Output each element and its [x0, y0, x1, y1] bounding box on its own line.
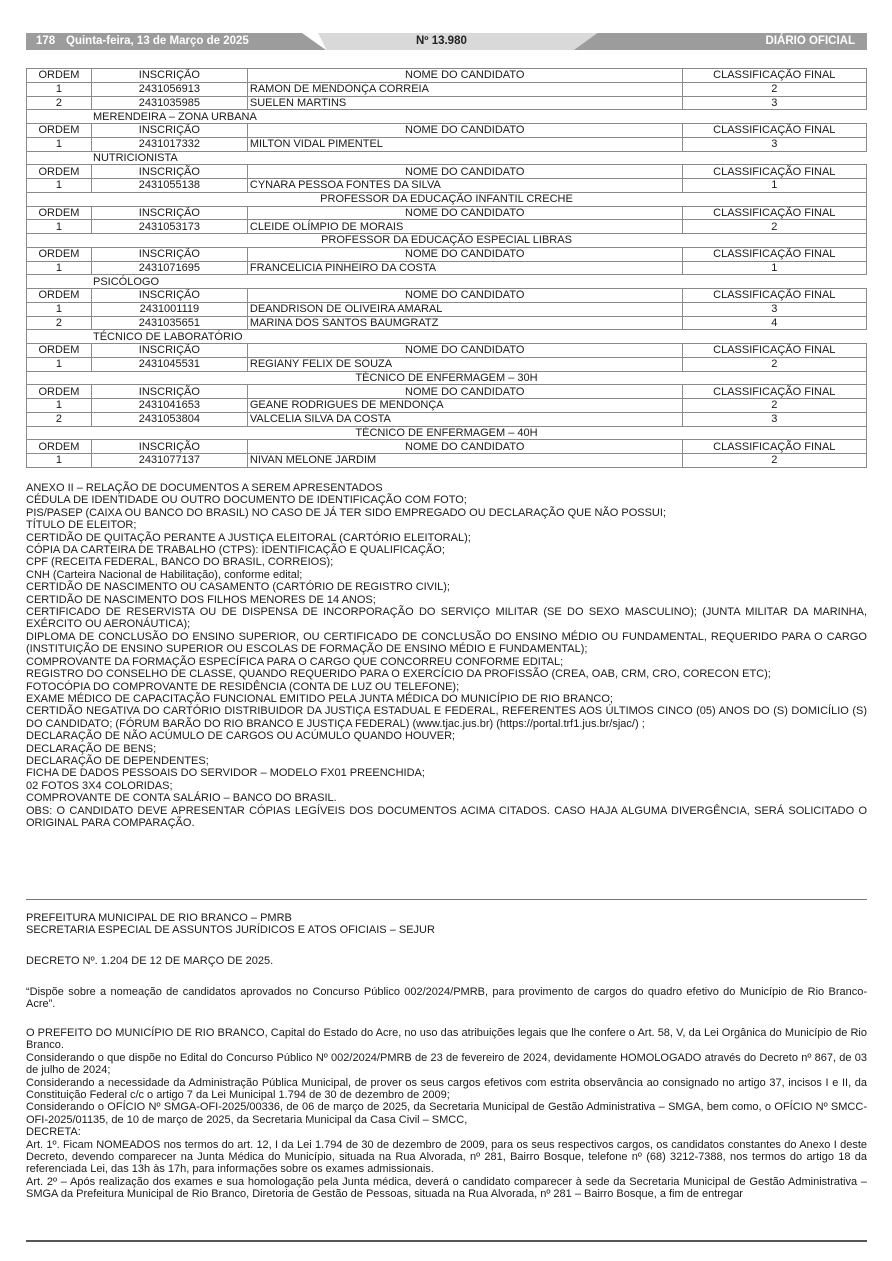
annex-item: COMPROVANTE DA FORMAÇÃO ESPECÍFICA PARA O CARGO QUE CONCORREU CONFORME EDITAL;	[26, 655, 564, 668]
annex-item: REGISTRO DO CONSELHO DE CLASSE, QUANDO REQUERIDO PARA O EXERCÍCIO DA PROFISSÃO (CREA, OAB, CRM, CRO, CORECON ETC);	[26, 668, 771, 681]
position-title: MERENDEIRA – ZONA URBANA	[27, 110, 867, 124]
column-header: NOME DO CANDIDATO	[247, 247, 682, 261]
section-divider	[26, 899, 867, 900]
annex-item: CERTIFICADO DE RESERVISTA OU DE DISPENSA DE INCORPORAÇÃO DO SERVIÇO MILITAR (SE DO SEXO MASCULINO); (JUNTA MILITAR DA MARINHA, EXÉRCITO OU AERONÁUTICA);	[26, 606, 867, 631]
column-header: NOME DO CANDIDATO	[247, 440, 682, 454]
column-header: NOME DO CANDIDATO	[247, 165, 682, 179]
decree-paragraph: Considerando a necessidade da Administração Pública Municipal, de prover os seus cargos efetivos com estrita observância ao consignado no artigo 37, incisos I e II, da Constituição Federal c/c o artigo 7 da Lei Municipal 1.794 de 30 de dezembro de 2009;	[26, 1076, 867, 1102]
position-section-row	[27, 234, 867, 248]
table-row	[27, 412, 867, 426]
position-section-row	[27, 110, 867, 124]
column-header: NOME DO CANDIDATO	[247, 385, 682, 399]
column-header: ORDEM	[27, 344, 92, 358]
order-cell: 1	[27, 82, 92, 96]
final-rank-cell: 1	[682, 261, 866, 275]
final-rank-cell: 2	[682, 82, 866, 96]
final-rank-cell: 3	[682, 96, 866, 110]
column-header: NOME DO CANDIDATO	[247, 344, 682, 358]
column-header: CLASSIFICAÇÃO FINAL	[682, 124, 866, 138]
decree-summary-block	[26, 986, 867, 1011]
candidate-name-cell: RAMON DE MENDONÇA CORREIA	[247, 82, 682, 96]
final-rank-cell: 3	[682, 137, 866, 151]
decree-body	[26, 1027, 867, 1201]
position-title: PROFESSOR DA EDUCAÇÃO INFANTIL CRECHE	[27, 192, 867, 206]
column-header: INSCRIÇÃO	[91, 440, 247, 454]
candidate-name-cell: GEANE RODRIGUES DE MENDONÇA	[247, 399, 682, 413]
registration-cell: 2431077137	[91, 454, 247, 468]
order-cell: 1	[27, 261, 92, 275]
annex-item: DECLARAÇÃO DE BENS;	[26, 742, 157, 755]
position-section-row	[27, 330, 867, 344]
candidate-name-cell: CYNARA PESSOA FONTES DA SILVA	[247, 179, 682, 193]
column-header: CLASSIFICAÇÃO FINAL	[682, 440, 866, 454]
position-title: NUTRICIONISTA	[27, 151, 867, 165]
classification-table-body	[27, 69, 867, 468]
table-header-row	[27, 165, 867, 179]
position-section-row	[27, 371, 867, 385]
registration-cell: 2431053173	[91, 220, 247, 234]
column-header: NOME DO CANDIDATO	[247, 69, 682, 83]
decree-paragraph: O PREFEITO DO MUNICÍPIO DE RIO BRANCO, Capital do Estado do Acre, no uso das atribuições legais que lhe confere o Art. 58, V, da Lei Orgânica do Município de Rio Branco.	[26, 1027, 867, 1052]
page-number: 178	[36, 35, 56, 47]
table-header-row	[27, 289, 867, 303]
annex-item: PIS/PASEP (CAIXA OU BANCO DO BRASIL) NO CASO DE JÁ TER SIDO EMPREGADO OU DECLARAÇÃO QUE NÃO POSSUI;	[26, 506, 666, 519]
classification-table	[26, 68, 867, 468]
decree-organization: PREFEITURA MUNICIPAL DE RIO BRANCO – PMRB	[26, 912, 292, 924]
table-header-row	[27, 344, 867, 358]
registration-cell: 2431035651	[91, 316, 247, 330]
position-title: TÉCNICO DE ENFERMAGEM – 40H	[27, 426, 867, 440]
registration-cell: 2431071695	[91, 261, 247, 275]
column-header: INSCRIÇÃO	[91, 247, 247, 261]
column-header: NOME DO CANDIDATO	[247, 124, 682, 138]
position-section-row	[27, 192, 867, 206]
order-cell: 1	[27, 137, 92, 151]
annex-item: FOTOCÓPIA DO COMPROVANTE DE RESIDÊNCIA (CONTA DE LUZ OU TELEFONE);	[26, 680, 460, 693]
order-cell: 1	[27, 399, 92, 413]
registration-cell: 2431045531	[91, 357, 247, 371]
candidate-name-cell: FRANCELICIA PINHEIRO DA COSTA	[247, 261, 682, 275]
order-cell: 2	[27, 316, 92, 330]
candidate-name-cell: SUELEN MARTINS	[247, 96, 682, 110]
registration-cell: 2431017332	[91, 137, 247, 151]
annex-item: DIPLOMA DE CONCLUSÃO DO ENSINO SUPERIOR, OU CERTIFICADO DE CONCLUSÃO DO ENSINO MÉDIO OU FUNDAMENTAL, REQUERIDO PARA O CARGO (INSTITUIÇÃO DE ENSINO SUPERIOR OU ESCOLAS DE FORMAÇÃO DE ENSINO MÉDIO E FUNDAMENTAL);	[26, 630, 867, 656]
column-header: CLASSIFICAÇÃO FINAL	[682, 289, 866, 303]
decree-title-block	[26, 955, 867, 967]
column-header: ORDEM	[27, 247, 92, 261]
annex-item: 02 FOTOS 3X4 COLORIDAS;	[26, 779, 173, 792]
candidate-name-cell: VALCELIA SILVA DA COSTA	[247, 412, 682, 426]
decree-paragraph: Art. 2º – Após realização dos exames e sua homologação pela Junta médica, deverá o candidato comparecer à sede da Secretaria Municipal de Gestão Administrativa – SMGA da Prefeitura Municipal de Rio Branco, Diretoria de Gestão de Pessoas, situada na Rua Alvorada, nº 281 – Bairro Bosque, a fim de entregar	[26, 1175, 867, 1201]
annex-item: TÍTULO DE ELEITOR;	[26, 519, 137, 532]
decree-paragraph: DECRETA:	[26, 1126, 81, 1139]
column-header: NOME DO CANDIDATO	[247, 206, 682, 220]
table-row	[27, 316, 867, 330]
final-rank-cell: 4	[682, 316, 866, 330]
table-row	[27, 82, 867, 96]
decree-title: DECRETO Nº. 1.204 DE 12 DE MARÇO DE 2025.	[26, 955, 274, 967]
position-title: PSICÓLOGO	[27, 275, 867, 289]
table-row	[27, 96, 867, 110]
column-header: CLASSIFICAÇÃO FINAL	[682, 206, 866, 220]
issue-date: Quinta-feira, 13 de Março de 2025	[66, 35, 249, 47]
registration-cell: 2431001119	[91, 302, 247, 316]
column-header: CLASSIFICAÇÃO FINAL	[682, 69, 866, 83]
registration-cell: 2431056913	[91, 82, 247, 96]
table-row	[27, 454, 867, 468]
table-header-row	[27, 440, 867, 454]
candidate-name-cell: NIVAN MELONE JARDIM	[247, 454, 682, 468]
annex-item: CERTIDÃO NEGATIVA DO CARTÓRIO DISTRIBUIDOR DA JUSTIÇA ESTADUAL E FEDERAL, REFERENTES AOS ÚLTIMOS CINCO (05) ANOS DO (S) DOMICÍLIO (S) DO CANDIDATO; (FÓRUM BARÃO DO RIO BRANCO E JUSTIÇA FEDERAL) (www.tjac.jus.br) (https://portal.trf1.jus.br/sjac/) ;	[26, 705, 867, 730]
column-header: ORDEM	[27, 289, 92, 303]
table-header-row	[27, 247, 867, 261]
position-title: PROFESSOR DA EDUCAÇÃO ESPECIAL LIBRAS	[27, 234, 867, 248]
candidate-name-cell: CLEIDE OLÍMPIO DE MORAIS	[247, 220, 682, 234]
final-rank-cell: 1	[682, 179, 866, 193]
annex-item: CÉDULA DE IDENTIDADE OU OUTRO DOCUMENTO DE IDENTIFICAÇÃO COM FOTO;	[26, 494, 467, 507]
annex-item: CNH (Carteira Nacional de Habilitação), conforme edital;	[26, 568, 303, 581]
annex-item: OBS: O CANDIDATO DEVE APRESENTAR CÓPIAS LEGÍVEIS DOS DOCUMENTOS ACIMA CITADOS. CASO HAJA ALGUMA DIVERGÊNCIA, SERÁ SOLICITADO O ORIGINAL PARA COMPARAÇÃO.	[26, 804, 867, 829]
decree-department: SECRETARIA ESPECIAL DE ASSUNTOS JURÍDICOS E ATOS OFICIAIS – SEJUR	[26, 924, 435, 937]
table-row	[27, 179, 867, 193]
order-cell: 1	[27, 454, 92, 468]
column-header: NOME DO CANDIDATO	[247, 289, 682, 303]
annex-item: CERTIDÃO DE NASCIMENTO DOS FILHOS MENORES DE 14 ANOS;	[26, 593, 376, 606]
column-header: INSCRIÇÃO	[91, 385, 247, 399]
position-section-row	[27, 275, 867, 289]
candidate-name-cell: REGIANY FELIX DE SOUZA	[247, 357, 682, 371]
registration-cell: 2431035985	[91, 96, 247, 110]
annex-item: DECLARAÇÃO DE DEPENDENTES;	[26, 754, 209, 767]
annex-item: FICHA DE DADOS PESSOAIS DO SERVIDOR – MODELO FX01 PREENCHIDA;	[26, 767, 425, 780]
table-header-row	[27, 124, 867, 138]
order-cell: 1	[27, 357, 92, 371]
table-header-row	[27, 206, 867, 220]
annex-item: CERTIDÃO DE NASCIMENTO OU CASAMENTO (CARTÓRIO DE REGISTRO CIVIL);	[26, 581, 450, 594]
decree-paragraph: Art. 1º. Ficam NOMEADOS nos termos do art. 12, I da Lei 1.794 de 30 de dezembro de 2009, para os seus respectivos cargos, os candidatos constantes do Anexo I deste Decreto, devendo comparecer na Junta Médica do Município, situada na Rua Alvorada, nº 281, Bairro Bosque, telefone nº (68) 3212-7388, nos termos do artigo 18 da referenciada Lei, das 13h às 17h, para informações sobre os exames admissionais.	[26, 1138, 867, 1176]
order-cell: 1	[27, 220, 92, 234]
column-header: INSCRIÇÃO	[91, 124, 247, 138]
candidate-name-cell: MILTON VIDAL PIMENTEL	[247, 137, 682, 151]
publication-title: DIÁRIO OFICIAL	[765, 35, 855, 47]
table-header-row	[27, 69, 867, 83]
final-rank-cell: 2	[682, 220, 866, 234]
position-section-row	[27, 426, 867, 440]
column-header: CLASSIFICAÇÃO FINAL	[682, 385, 866, 399]
table-row	[27, 357, 867, 371]
registration-cell: 2431053804	[91, 412, 247, 426]
page-bottom-rule	[26, 1240, 867, 1242]
order-cell: 2	[27, 412, 92, 426]
annex-item: CÓPIA DA CARTEIRA DE TRABALHO (CTPS): IDENTIFICAÇÃO E QUALIFICAÇÃO;	[26, 544, 445, 557]
candidate-name-cell: MARINA DOS SANTOS BAUMGRATZ	[247, 316, 682, 330]
table-header-row	[27, 385, 867, 399]
table-row	[27, 399, 867, 413]
decree-summary: “Dispõe sobre a nomeação de candidatos aprovados no Concurso Público 002/2024/PMRB, para provimento de cargos do quadro efetivo do Município de Rio Branco-Acre”.	[26, 986, 867, 1011]
decree-paragraph: Considerando o que dispõe no Edital do Concurso Público Nº 002/2024/PMRB de 23 de fevereiro de 2024, devidamente HOMOLOGADO através do Decreto nº 867, de 03 de julho de 2024;	[26, 1051, 867, 1077]
candidate-name-cell: DEANDRISON DE OLIVEIRA AMARAL	[247, 302, 682, 316]
annex-item: EXAME MÉDICO DE CAPACITAÇÃO FUNCIONAL EMITIDO PELA JUNTA MÉDICA DO MUNICÍPIO DE RIO BRANCO;	[26, 692, 613, 705]
column-header: ORDEM	[27, 69, 92, 83]
registration-cell: 2431055138	[91, 179, 247, 193]
annex-title: ANEXO II – RELAÇÃO DE DOCUMENTOS A SEREM APRESENTADOS	[26, 482, 383, 494]
annex-item: CPF (RECEITA FEDERAL, BANCO DO BRASIL, CORREIOS);	[26, 556, 334, 569]
table-row	[27, 220, 867, 234]
final-rank-cell: 2	[682, 399, 866, 413]
order-cell: 1	[27, 302, 92, 316]
final-rank-cell: 2	[682, 454, 866, 468]
decree-header	[26, 912, 867, 937]
issue-number: Nº 13.980	[416, 35, 467, 47]
annex-item: DECLARAÇÃO DE NÃO ACÚMULO DE CARGOS OU ACÚMULO QUANDO HOUVER;	[26, 730, 456, 743]
column-header: CLASSIFICAÇÃO FINAL	[682, 247, 866, 261]
table-row	[27, 137, 867, 151]
table-row	[27, 302, 867, 316]
position-section-row	[27, 151, 867, 165]
column-header: ORDEM	[27, 165, 92, 179]
column-header: INSCRIÇÃO	[91, 69, 247, 83]
column-header: ORDEM	[27, 206, 92, 220]
annex-item: COMPROVANTE DE CONTA SALÁRIO – BANCO DO BRASIL.	[26, 792, 337, 805]
registration-cell: 2431041653	[91, 399, 247, 413]
column-header: INSCRIÇÃO	[91, 289, 247, 303]
final-rank-cell: 3	[682, 412, 866, 426]
column-header: INSCRIÇÃO	[91, 206, 247, 220]
annex-item: CERTIDÃO DE QUITAÇÃO PERANTE A JUSTIÇA ELEITORAL (CARTÓRIO ELEITORAL);	[26, 531, 471, 544]
column-header: INSCRIÇÃO	[91, 165, 247, 179]
final-rank-cell: 3	[682, 302, 866, 316]
final-rank-cell: 2	[682, 357, 866, 371]
column-header: ORDEM	[27, 124, 92, 138]
position-title: TÉCNICO DE LABORATÓRIO	[27, 330, 867, 344]
annex-documents	[26, 482, 867, 829]
column-header: ORDEM	[27, 440, 92, 454]
table-row	[27, 261, 867, 275]
page-header	[26, 33, 867, 50]
column-header: CLASSIFICAÇÃO FINAL	[682, 165, 866, 179]
order-cell: 2	[27, 96, 92, 110]
order-cell: 1	[27, 179, 92, 193]
column-header: CLASSIFICAÇÃO FINAL	[682, 344, 866, 358]
position-title: TÉCNICO DE ENFERMAGEM – 30H	[27, 371, 867, 385]
column-header: ORDEM	[27, 385, 92, 399]
column-header: INSCRIÇÃO	[91, 344, 247, 358]
decree-paragraph: Considerando o OFÍCIO Nº SMGA-OFI-2025/00336, de 06 de março de 2025, da Secretaria Municipal de Gestão Administrativa – SMGA, bem como, o OFÍCIO Nº SMCC-OFI-2025/01135, de 10 de março de 2025, da Secretaria Municipal da Casa Civil – SMCC,	[26, 1101, 867, 1126]
